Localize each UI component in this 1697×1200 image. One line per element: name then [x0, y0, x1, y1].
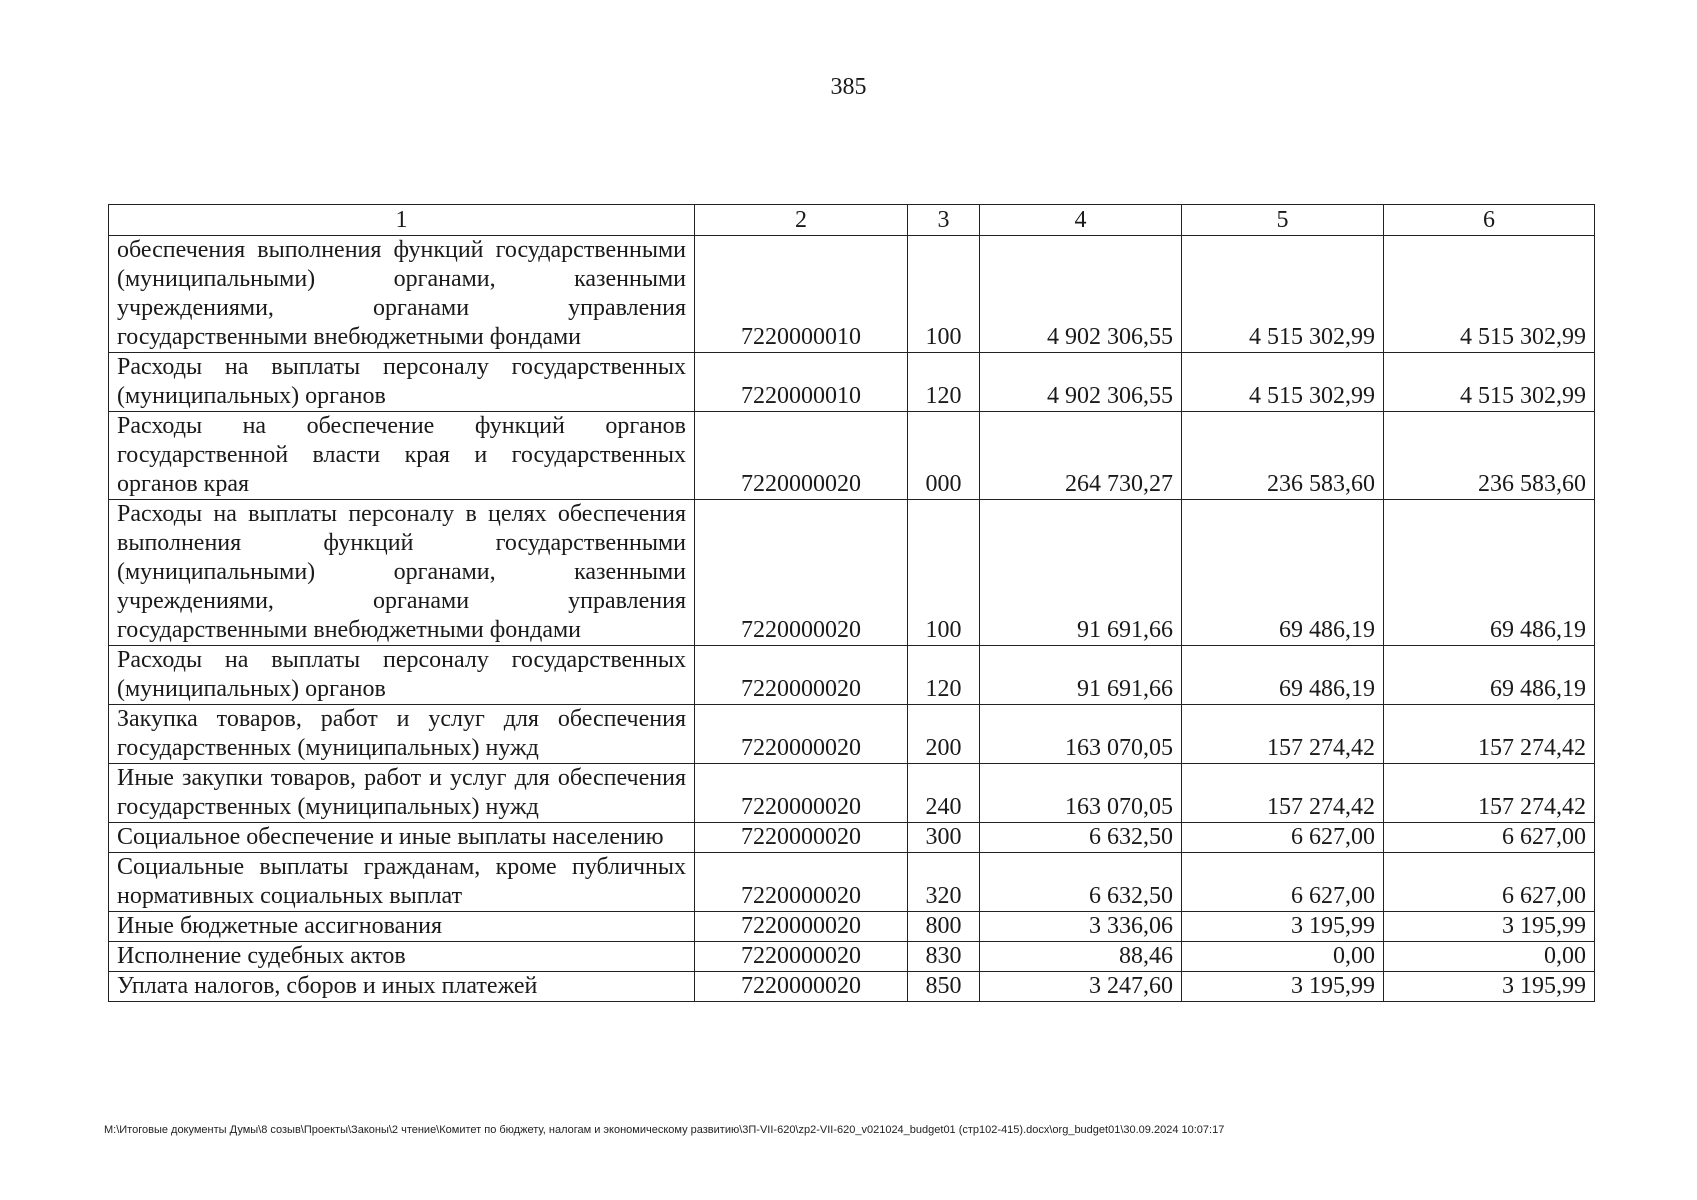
target-code-cell: 7220000020	[695, 853, 908, 912]
expense-type-cell: 320	[908, 853, 980, 912]
amount-col4-cell: 3 336,06	[980, 912, 1182, 942]
amount-col4-cell: 3 247,60	[980, 972, 1182, 1002]
row-name-cell: Уплата налогов, сборов и иных платежей	[109, 972, 695, 1002]
row-name-cell: Закупка товаров, работ и услуг для обеспечения государственных (муниципальных) нужд	[109, 705, 695, 764]
amount-col6-cell: 6 627,00	[1384, 853, 1595, 912]
column-header-3: 3	[908, 205, 980, 236]
amount-col5-cell: 6 627,00	[1182, 823, 1384, 853]
file-path-footer: M:\Итоговые документы Думы\8 созыв\Проекты\Законы\2 чтение\Комитет по бюджету, налогам и экономическому развитию\3П-VII-620\zp2-VII-620_v021024_budget01 (стр102-415).docx\org_budget01\30.09.2024 10:07:17	[104, 1124, 1225, 1136]
target-code-cell: 7220000020	[695, 942, 908, 972]
row-name-cell: Исполнение судебных актов	[109, 942, 695, 972]
amount-col5-cell: 4 515 302,99	[1182, 236, 1384, 353]
amount-col5-cell: 3 195,99	[1182, 912, 1384, 942]
page-number: 385	[830, 74, 867, 100]
amount-col4-cell: 6 632,50	[980, 823, 1182, 853]
amount-col6-cell: 69 486,19	[1384, 500, 1595, 646]
amount-col6-cell: 6 627,00	[1384, 823, 1595, 853]
row-name-cell: Расходы на выплаты персоналу в целях обеспечения выполнения функций государственными (муниципальными) органами, казенными учреждениями, органами управления государственными внебюджетными фондами	[109, 500, 695, 646]
expense-type-cell: 100	[908, 500, 980, 646]
amount-col4-cell: 6 632,50	[980, 853, 1182, 912]
table-row	[109, 764, 1595, 823]
amount-col5-cell: 3 195,99	[1182, 972, 1384, 1002]
row-name-cell: Иные закупки товаров, работ и услуг для обеспечения государственных (муниципальных) нужд	[109, 764, 695, 823]
amount-col6-cell: 4 515 302,99	[1384, 353, 1595, 412]
expense-type-cell: 240	[908, 764, 980, 823]
column-header-1: 1	[109, 205, 695, 236]
table-body	[109, 236, 1595, 1002]
amount-col5-cell: 4 515 302,99	[1182, 353, 1384, 412]
amount-col6-cell: 3 195,99	[1384, 912, 1595, 942]
amount-col4-cell: 4 902 306,55	[980, 353, 1182, 412]
table-row	[109, 500, 1595, 646]
expense-type-cell: 000	[908, 412, 980, 500]
target-code-cell: 7220000020	[695, 705, 908, 764]
amount-col4-cell: 264 730,27	[980, 412, 1182, 500]
column-header-2: 2	[695, 205, 908, 236]
amount-col5-cell: 236 583,60	[1182, 412, 1384, 500]
amount-col4-cell: 4 902 306,55	[980, 236, 1182, 353]
target-code-cell: 7220000020	[695, 823, 908, 853]
amount-col4-cell: 163 070,05	[980, 705, 1182, 764]
expense-type-cell: 830	[908, 942, 980, 972]
budget-table	[108, 204, 1595, 1002]
amount-col5-cell: 157 274,42	[1182, 764, 1384, 823]
table-row	[109, 412, 1595, 500]
amount-col4-cell: 163 070,05	[980, 764, 1182, 823]
target-code-cell: 7220000020	[695, 972, 908, 1002]
expense-type-cell: 120	[908, 646, 980, 705]
table-row	[109, 853, 1595, 912]
target-code-cell: 7220000020	[695, 912, 908, 942]
table-header-row	[109, 205, 1595, 236]
row-name-cell: обеспечения выполнения функций государственными (муниципальными) органами, казенными учреждениями, органами управления государственными внебюджетными фондами	[109, 236, 695, 353]
target-code-cell: 7220000010	[695, 353, 908, 412]
row-name-cell: Расходы на выплаты персоналу государственных (муниципальных) органов	[109, 646, 695, 705]
row-name-cell: Социальные выплаты гражданам, кроме публичных нормативных социальных выплат	[109, 853, 695, 912]
amount-col6-cell: 4 515 302,99	[1384, 236, 1595, 353]
amount-col5-cell: 6 627,00	[1182, 853, 1384, 912]
target-code-cell: 7220000020	[695, 500, 908, 646]
target-code-cell: 7220000020	[695, 412, 908, 500]
expense-type-cell: 100	[908, 236, 980, 353]
column-header-6: 6	[1384, 205, 1595, 236]
row-name-cell: Расходы на выплаты персоналу государственных (муниципальных) органов	[109, 353, 695, 412]
amount-col5-cell: 69 486,19	[1182, 500, 1384, 646]
amount-col6-cell: 157 274,42	[1384, 764, 1595, 823]
amount-col5-cell: 0,00	[1182, 942, 1384, 972]
row-name-cell: Социальное обеспечение и иные выплаты населению	[109, 823, 695, 853]
table-row	[109, 705, 1595, 764]
table-row	[109, 972, 1595, 1002]
table-row	[109, 823, 1595, 853]
column-header-5: 5	[1182, 205, 1384, 236]
amount-col6-cell: 236 583,60	[1384, 412, 1595, 500]
amount-col5-cell: 69 486,19	[1182, 646, 1384, 705]
target-code-cell: 7220000020	[695, 646, 908, 705]
table-row	[109, 353, 1595, 412]
amount-col6-cell: 3 195,99	[1384, 972, 1595, 1002]
expense-type-cell: 800	[908, 912, 980, 942]
amount-col4-cell: 88,46	[980, 942, 1182, 972]
target-code-cell: 7220000010	[695, 236, 908, 353]
row-name-cell: Расходы на обеспечение функций органов государственной власти края и государственных органов края	[109, 412, 695, 500]
expense-type-cell: 850	[908, 972, 980, 1002]
amount-col6-cell: 157 274,42	[1384, 705, 1595, 764]
table-row	[109, 942, 1595, 972]
amount-col6-cell: 0,00	[1384, 942, 1595, 972]
row-name-cell: Иные бюджетные ассигнования	[109, 912, 695, 942]
expense-type-cell: 120	[908, 353, 980, 412]
target-code-cell: 7220000020	[695, 764, 908, 823]
expense-type-cell: 200	[908, 705, 980, 764]
amount-col4-cell: 91 691,66	[980, 646, 1182, 705]
amount-col6-cell: 69 486,19	[1384, 646, 1595, 705]
amount-col5-cell: 157 274,42	[1182, 705, 1384, 764]
expense-type-cell: 300	[908, 823, 980, 853]
amount-col4-cell: 91 691,66	[980, 500, 1182, 646]
table-row	[109, 912, 1595, 942]
table-row	[109, 646, 1595, 705]
column-header-4: 4	[980, 205, 1182, 236]
table-row	[109, 236, 1595, 353]
